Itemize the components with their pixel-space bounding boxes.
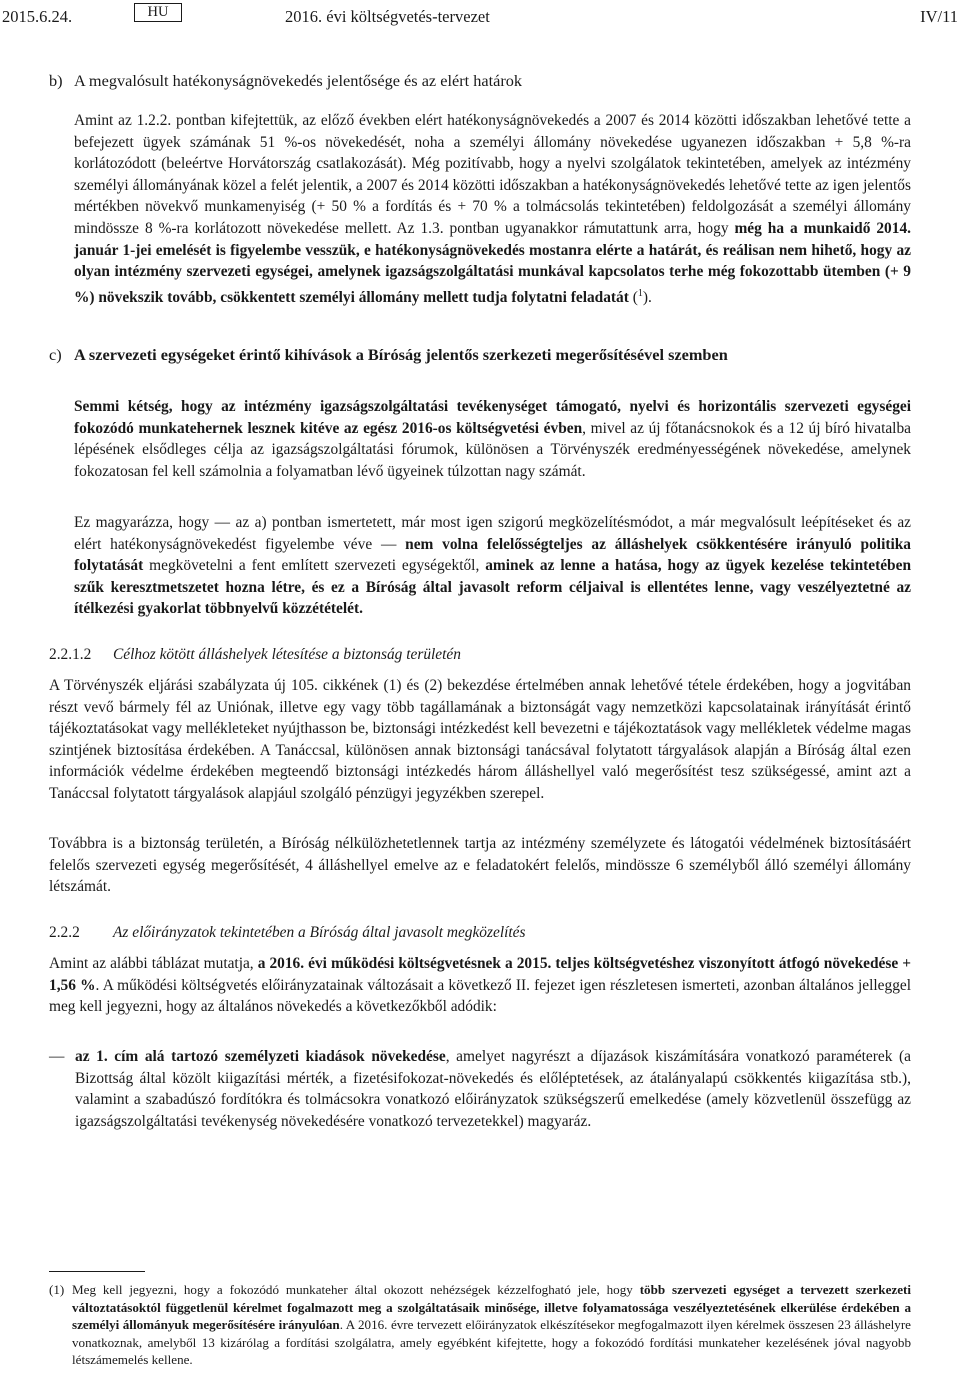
section-c-heading [49,344,929,366]
bullet-staff-expenses [49,1046,911,1132]
section-b-label: b) [49,71,63,90]
paragraph-explanation-b2: aminek az lenne a hatása, hogy az ügyek kezelése tekintetében szűk keresztmetszetet hozna létre, és ez a Bíróság által javasolt reform céljaival is ellentétes lenne, vagy veszélyeztetné az ítélkezési gyakorlat többnyelvű közzétételét. [74,557,911,618]
header-date: 2015.6.24. [2,7,73,26]
section-b-title: A megvalósult hatékonyságnövekedés jelentősége és az elért határok [74,71,523,90]
paragraph-explanation [74,512,911,620]
page-header [0,3,960,27]
language-badge: HU [134,3,182,22]
header-page-number: IV/11 [920,7,958,26]
paragraph-explanation-t2: megkövetelni a fent említett szervezeti egységektől, [143,557,486,575]
footnote-ref-1[interactable]: 1 [637,287,643,299]
subsection-number: 2.2.2 [49,924,80,941]
subsection-number: 2.2.1.2 [49,646,92,663]
header-title: 2016. évi költségvetés-tervezet [285,7,490,26]
bullet-rest: , amelyet nagyrészt a díjazások kiszámítására vonatkozó paraméterek (a Bizottság által közölt kiigazítási mérték, a fizetésifokozat-növekedés és előléptetések, az átalányalapú csökkentés kiigazítása stb.), valamint a szabadúszó fordítókra és tolmácsokra vonatkozó előirányzatok szükségszerű emelkedése (amely közvetlenül összefügg az igazságszolgáltatási tevékenység növekedésére vonatkozó tervezetekkel) magyaráz. [75,1048,911,1130]
footnote-1 [49,1281,911,1369]
paragraph-explanation-b1: nem volna felelősségteljes az álláshelyek csökkentésére irányuló politika folytatását [74,535,912,575]
paragraph-challenges-bold: Semmi kétség, hogy az intézmény igazságszolgáltatási tevékenységet támogató, nyelvi és horizontális szervezeti egységei fokozódó munkatehernek lesznek kitéve az egész 2016-os költségvetési évben [74,398,911,437]
paragraph-efficiency-bold: még ha a munkaidő 2014. január 1-jei emelését is figyelembe vesszük, e hatékonyságnövekedés mostanra elérte a határát, és reálisan nem hihető, hogy az olyan intézmény szervezeti egységei, amelynek igazságszolgáltatási munkával kapcsolatos terhe még fokozottabb ütemben (+ 9 %) növekszik tovább, csökkentett személyi állomány mellett tudja folytatni feladatát [74,219,911,306]
bullet-text [75,1046,911,1132]
footnote-t1: Meg kell jegyezni, hogy a fokozódó munkateher által okozott nehézségek kézzelfogható jele, hogy [72,1282,640,1297]
subsection-2-2-2 [49,922,911,944]
section-c-title: A szervezeti egységeket érintő kihívások a Bíróság jelentős szerkezeti megerősítésével szemben [74,345,728,364]
footnote-t2: . A 2016. évre tervezett előirányzatok elkészítésekor megfogalmazott ilyen kérelmek összesen 23 álláshelyre vonatkoznak, amelyből 13 kizárólag a fordítási szolgálatra, amely egyébként kifejtette, hogy a fokozódó fordítási munkateher kezelésének jóval nagyobb létszámemelés kellene. [72,1317,911,1367]
paragraph-security-staff: Továbbra is a biztonság területén, a Bíróság nélkülözhetetlennek tartja az intézmény személyzete és látogatói védelmének biztosításáért felelős szervezeti egység megerősítését, 4 álláshellyel emelve az e feladatokért felelős, mindössze 6 személyből álló személyi állomány létszámát. [49,835,911,896]
paragraph-appropriations-t2: . A működési költségvetés előirányzatainak változásait a következő II. fejezet igen részletesen ismerteti, azonban általános jelleggel meg kell jegyezni, hogy az általános növekedés a következőkből adódik: [49,976,912,1016]
footnote-ref-close: ). [642,288,652,306]
paragraph-appropriations-t1: Amint az alábbi táblázat mutatja, [49,955,258,972]
paragraph-security-procedure: A Törvényszék eljárási szabályzata új 105. cikkének (1) és (2) bekezdése értelmében annak lehetővé tétele érdekében, hogy a jogvitában részt vevő bármely fél az Uniónak, illetve egy vagy több tagállamának a biztonságát vagy nemzetközi kapcsolatainak irányítását érintő tájékoztatásokat vagy mellékleteket nyújthasson be, biztonsági intézkedést kell bevezetni e tájékoztatások vagy mellékletek védelme magas szintjének biztosítása érdekében. A Tanáccsal, különösen annak biztonsági tanácsával folytatott tárgyalások alapján a Bíróság által ezen információk védelme érdekében megteendő biztonsági intézkedés három álláshellyel való megerősítést tesz szükségessé, amint azt a Tanáccsal folytatott tárgyalások alapjául szolgáló pénzügyi jegyzékben szerepel. [49,677,911,802]
footnote-bold: több szervezeti egységet a tervezett szerkezeti változtatásoktól függetlenül kérelmet fogalmazott meg a szolgáltatásaik minősége, illetve folyamatossága veszélyeztetésének elkerülése érdekében a személyi állományuk megerősítésére irányulóan [72,1282,911,1332]
subsection-2-2-1-2 [49,644,911,666]
paragraph-appropriations-bold: a 2016. évi működési költségvetésnek a 2015. teljes költségvetéshez viszonyított átfogó növekedése + 1,56 % [49,955,911,994]
section-b-heading [49,70,929,92]
bullet-bold: az 1. cím alá tartozó személyzeti kiadások növekedése [75,1048,446,1065]
subsection-title: Az előirányzatok tekintetében a Bíróság által javasolt megközelítés [113,924,526,941]
paragraph-appropriations [49,953,911,1018]
section-c-label: c) [49,345,62,364]
paragraph-efficiency [74,110,911,308]
bullet-dash: — [49,1048,65,1065]
subsection-title: Célhoz kötött álláshelyek létesítése a biztonság területén [113,646,461,663]
footnote-mark: (1) [49,1282,65,1297]
footnote-ref-open: ( [628,288,638,306]
footnote-divider [49,1271,145,1272]
paragraph-explanation-t1: Ez magyarázza, hogy — az a) pontban ismertetett, már most igen szigorú megközelítésmódot, a már megvalósult leépítéseket és az elért hatékonyságnövekedést figyelembe véve — [74,514,911,553]
paragraph-challenges [74,396,911,482]
paragraph-challenges-rest: , mivel az új főtanácsnokok és a 12 új bíró hivatalba lépésének elsődleges célja az igazságszolgáltatási fórumok, különösen a Törvényszék eredményességének növekedése, amelynek fokozatosan fel kell számolnia a folyamatban lévő ügyeinek túlzottan nagy számát. [74,419,911,480]
footnote-text [72,1281,911,1369]
paragraph-efficiency-intro: Amint az 1.2.2. pontban kifejtettük, az előző években elért hatékonyságnövekedés a 2007 és 2014 közötti időszakban lehetővé tette a befejezett ügyek számának 51 %-os növekedését, noha a személyi állomány növekedése ugyanezen időszakban + 5,8 %-ra korlátozódott (beleértve Horvátország csatlakozását). Még pozitívabb, hogy a nyelvi szolgálatok tekintetében, amelyek az intézmény személyi állományának közel a felét jelentik, a 2007 és 2014 közötti időszakban a hatékonyságnövekedés lehetővé tette az igen jelentős mértékben növekvő munkamenyiség (+ 50 % a fordítás és + 70 % a tolmácsolás tekintetében) feldolgozását a személyi állomány mindössze 8 %-ra korlátozott növekedése mellett. Az 1.3. pontban ugyanakkor rámutattunk arra, hogy [74,112,911,237]
